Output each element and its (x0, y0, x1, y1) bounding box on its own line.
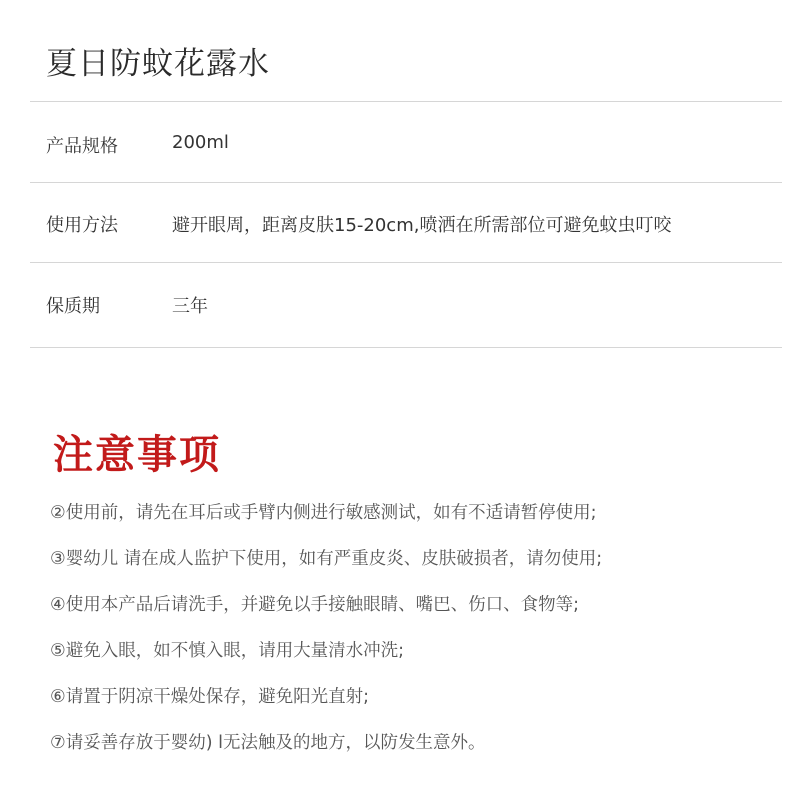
spec-value: 避开眼周，距离皮肤15-20cm,喷洒在所需部位可避免蚊虫叮咬 (172, 215, 672, 236)
spec-label: 使用方法 (46, 215, 118, 236)
spec-label: 保质期 (46, 296, 100, 317)
notice-list (50, 500, 602, 776)
divider (30, 262, 782, 263)
notice-item: ③婴幼儿 请在成人监护下使用，如有严重皮炎、皮肤破损者，请勿使用; (50, 549, 603, 569)
spec-row-size (0, 124, 800, 164)
notice-item: ⑥请置于阴凉干燥处保存，避免阳光直射; (50, 687, 370, 707)
spec-label: 产品规格 (46, 136, 118, 157)
notice-item: ⑤避免入眼，如不慎入眼，请用大量清水冲洗; (50, 641, 405, 661)
spec-value: 三年 (172, 296, 208, 317)
notice-item: ⑦请妥善存放于婴幼) l无法触及的地方，以防发生意外。 (50, 733, 486, 753)
divider (30, 182, 782, 183)
divider (30, 347, 782, 348)
spec-row-shelf-life (0, 284, 800, 324)
divider (30, 101, 782, 102)
notice-item: ②使用前，请先在耳后或手臂内侧进行敏感测试，如有不适请暂停使用; (50, 503, 597, 523)
spec-value: 200ml (172, 132, 229, 153)
notice-item: ④使用本产品后请洗手，并避免以手接触眼睛、嘴巴、伤口、食物等; (50, 595, 580, 615)
notice-heading: 注意事项 (53, 432, 221, 478)
spec-row-usage (0, 203, 800, 243)
product-title: 夏日防蚊花露水 (46, 46, 270, 82)
